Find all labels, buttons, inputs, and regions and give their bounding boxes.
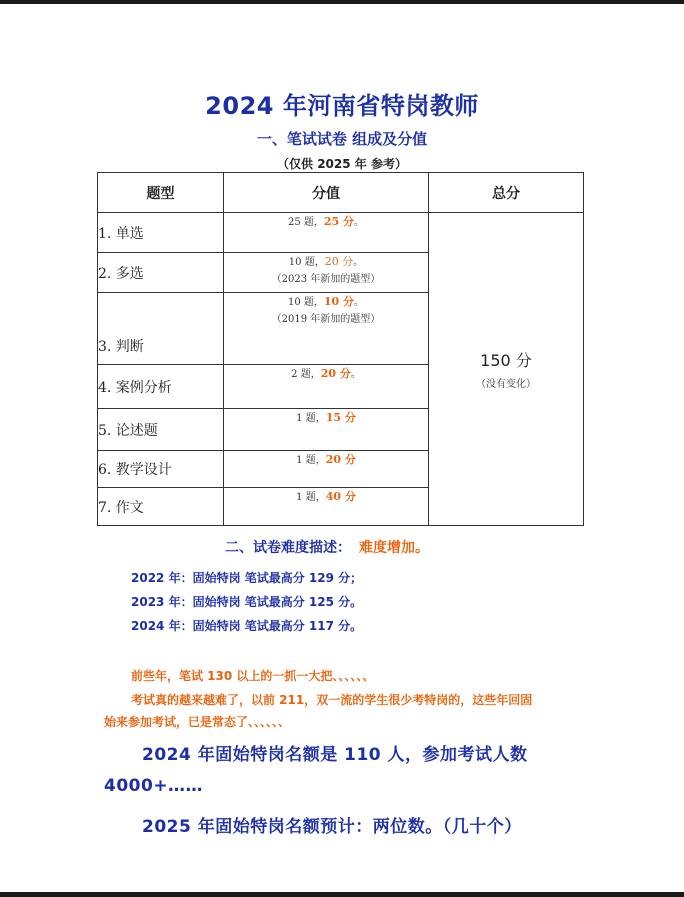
score-stat-2024: 2024 年：固始特岗 笔试最高分 117 分。 [131,619,363,633]
question-type: 5. 论述题 [98,409,224,451]
commentary-line-2: 考试真的越来越难了，以前 211，双一流的学生很少考特岗的，这些年回固 [131,693,533,707]
score-points: 15 分 [325,411,356,424]
section1-heading: 一、笔试试卷 组成及分值 [256,130,428,148]
question-count: 25 题， [287,217,324,228]
score-table [97,172,584,526]
score-points: 20 分 [325,453,356,466]
score-tail: 。 [354,297,365,308]
question-count: 10 题， [288,257,325,268]
question-type: 7. 作文 [98,488,224,526]
question-count: 2 题， [291,369,321,380]
section2-title: 二、试卷难度描述： [225,540,351,556]
forecast-line: 2025 年固始特岗名额预计：两位数。（几十个） [142,817,522,837]
table-header-row [98,173,584,213]
score-stat-2023: 2023 年：固始特岗 笔试最高分 125 分。 [131,595,363,609]
score-points: 20 分 [324,255,354,268]
question-type: 3. 判断 [98,293,224,365]
quota-line-1: 2024 年固始特岗名额是 110 人，参加考试人数 [142,745,528,765]
total-score-cell [429,213,584,526]
score-value [224,488,429,526]
difficulty-highlight: 难度增加。 [359,540,429,556]
table-row [98,213,584,253]
score-value [224,451,429,488]
top-border [0,0,684,4]
total-score: 150 分 [480,351,532,370]
question-count: 1 题， [296,413,326,424]
score-stat-2022: 2022 年：固始特岗 笔试最高分 129 分； [131,571,363,585]
total-score-note: （没有变化） [476,379,536,390]
score-tail: 。 [350,369,361,380]
commentary-line-1: 前些年，笔试 130 以上的一抓一大把、、、、、、 [131,669,375,683]
question-type: 1. 单选 [98,213,224,253]
question-type: 4. 案例分析 [98,365,224,409]
score-value [224,409,429,451]
bottom-border [0,892,684,897]
score-value [224,293,429,365]
question-type: 6. 教学设计 [98,451,224,488]
score-value [224,213,429,253]
question-count: 10 题， [287,297,324,308]
score-tail: 。 [354,217,365,228]
header-total: 总分 [429,173,584,213]
page-title: 2024 年河南省特岗教师 [205,92,479,120]
quota-line-2: 4000+…… [104,776,204,796]
header-value: 分值 [224,173,429,213]
question-count: 1 题， [296,455,326,466]
score-extra-note: （2019 年新加的题型） [271,314,381,325]
score-value [224,365,429,409]
commentary-line-3: 始来参加考试，已是常态了、、、、、、 [104,715,291,729]
score-tail: 。 [353,257,364,268]
header-type: 题型 [98,173,224,213]
score-extra-note: （2023 年新加的题型） [271,274,381,285]
score-points: 20 分 [320,367,351,380]
score-points: 40 分 [325,490,356,503]
score-value [224,253,429,293]
question-count: 1 题， [296,492,326,503]
reference-note: （仅供 2025 年 参考） [277,157,407,171]
section2-heading [225,537,429,557]
question-type: 2. 多选 [98,253,224,293]
score-points: 25 分 [323,215,355,228]
score-points: 10 分 [323,295,355,308]
